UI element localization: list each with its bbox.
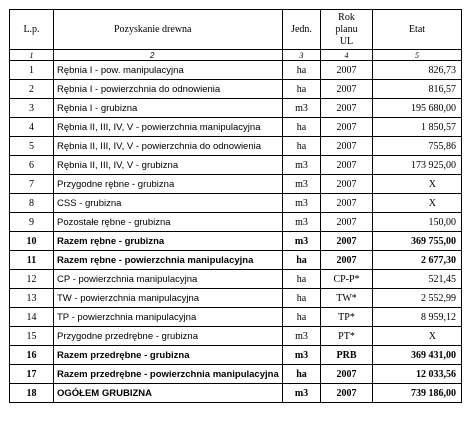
harvest-table-container (9, 9, 462, 403)
row-name: Rębnia I - powierzchnia do odnowienia (54, 80, 283, 99)
row-etat: 816,57 (373, 80, 462, 99)
harvest-table (9, 9, 462, 403)
row-name: Razem przedrębne - grubizna (54, 346, 283, 365)
row-etat: 521,45 (373, 270, 462, 289)
table-row (10, 289, 462, 308)
header-year (321, 10, 373, 50)
header-etat: Etat (373, 10, 462, 50)
row-year: 2007 (321, 232, 373, 251)
row-name: TW - powierzchnia manipulacyjna (54, 289, 283, 308)
row-name: Rębnia I - pow. manipulacyjna (54, 61, 283, 80)
row-year: 2007 (321, 156, 373, 175)
row-unit: ha (283, 137, 321, 156)
row-year: TW* (321, 289, 373, 308)
table-row (10, 156, 462, 175)
row-etat: 2 677,30 (373, 251, 462, 270)
column-number: 1 (10, 50, 54, 61)
table-row (10, 327, 462, 346)
header-row (10, 10, 462, 50)
row-year: PT* (321, 327, 373, 346)
row-year: 2007 (321, 384, 373, 403)
row-etat: 739 186,00 (373, 384, 462, 403)
row-lp: 5 (10, 137, 54, 156)
column-number: 4 (321, 50, 373, 61)
table-body (10, 50, 462, 403)
row-unit: ha (283, 365, 321, 384)
column-number: 2 (54, 50, 283, 61)
row-year: 2007 (321, 251, 373, 270)
row-name: Rębnia I - grubizna (54, 99, 283, 118)
table-row (10, 308, 462, 327)
table-row (10, 194, 462, 213)
row-etat: 2 552,99 (373, 289, 462, 308)
row-year: 2007 (321, 365, 373, 384)
row-lp: 16 (10, 346, 54, 365)
row-year: 2007 (321, 213, 373, 232)
row-year: CP-P* (321, 270, 373, 289)
row-lp: 2 (10, 80, 54, 99)
row-lp: 12 (10, 270, 54, 289)
row-etat: 369 755,00 (373, 232, 462, 251)
row-etat: 173 925,00 (373, 156, 462, 175)
row-unit: m3 (283, 384, 321, 403)
row-name: Pozostałe rębne - grubizna (54, 213, 283, 232)
row-lp: 1 (10, 61, 54, 80)
row-year: 2007 (321, 80, 373, 99)
row-unit: m3 (283, 156, 321, 175)
row-unit: ha (283, 61, 321, 80)
row-lp: 18 (10, 384, 54, 403)
row-lp: 3 (10, 99, 54, 118)
row-year: 2007 (321, 175, 373, 194)
table-row (10, 384, 462, 403)
row-lp: 4 (10, 118, 54, 137)
table-row (10, 213, 462, 232)
row-unit: m3 (283, 327, 321, 346)
row-name: Razem rębne - powierzchnia manipulacyjna (54, 251, 283, 270)
row-etat: X (373, 194, 462, 213)
row-lp: 9 (10, 213, 54, 232)
row-year: 2007 (321, 137, 373, 156)
row-etat: 195 680,00 (373, 99, 462, 118)
row-lp: 15 (10, 327, 54, 346)
column-number: 5 (373, 50, 462, 61)
row-year: 2007 (321, 118, 373, 137)
row-lp: 10 (10, 232, 54, 251)
row-name: OGÓŁEM GRUBIZNA (54, 384, 283, 403)
row-etat: 1 850,57 (373, 118, 462, 137)
row-unit: ha (283, 270, 321, 289)
row-etat: 8 959,12 (373, 308, 462, 327)
row-name: TP - powierzchnia manipulacyjna (54, 308, 283, 327)
table-row (10, 365, 462, 384)
row-etat: 369 431,00 (373, 346, 462, 365)
row-name: Przygodne rębne - grubizna (54, 175, 283, 194)
row-name: CP - powierzchnia manipulacyjna (54, 270, 283, 289)
row-lp: 11 (10, 251, 54, 270)
table-row (10, 80, 462, 99)
table-row (10, 346, 462, 365)
header-year-label: Rok planu UL (335, 11, 358, 47)
table-header (10, 10, 462, 50)
row-lp: 8 (10, 194, 54, 213)
row-unit: ha (283, 251, 321, 270)
row-name: Rębnia II, III, IV, V - grubizna (54, 156, 283, 175)
row-etat: 826,73 (373, 61, 462, 80)
table-row (10, 175, 462, 194)
row-year: TP* (321, 308, 373, 327)
row-name: Rębnia II, III, IV, V - powierzchnia do odnowienia (54, 137, 283, 156)
row-lp: 14 (10, 308, 54, 327)
row-unit: m3 (283, 194, 321, 213)
row-etat: X (373, 175, 462, 194)
table-row (10, 232, 462, 251)
row-unit: m3 (283, 99, 321, 118)
row-name: CSS - grubizna (54, 194, 283, 213)
row-unit: m3 (283, 213, 321, 232)
row-unit: m3 (283, 232, 321, 251)
row-etat: X (373, 327, 462, 346)
row-year: PRB (321, 346, 373, 365)
table-row (10, 251, 462, 270)
row-unit: m3 (283, 346, 321, 365)
row-etat: 150,00 (373, 213, 462, 232)
column-number: 3 (283, 50, 321, 61)
row-etat: 755,86 (373, 137, 462, 156)
header-name: Pozyskanie drewna (54, 10, 283, 50)
row-name: Razem rębne - grubizna (54, 232, 283, 251)
header-unit: Jedn. (283, 10, 321, 50)
row-unit: m3 (283, 175, 321, 194)
row-year: 2007 (321, 61, 373, 80)
table-row (10, 137, 462, 156)
row-lp: 7 (10, 175, 54, 194)
table-row (10, 270, 462, 289)
row-etat: 12 033,56 (373, 365, 462, 384)
row-lp: 13 (10, 289, 54, 308)
row-unit: ha (283, 118, 321, 137)
table-row (10, 118, 462, 137)
row-name: Przygodne przedrębne - grubizna (54, 327, 283, 346)
row-lp: 17 (10, 365, 54, 384)
column-numbering-row (10, 50, 462, 61)
table-row (10, 99, 462, 118)
row-year: 2007 (321, 99, 373, 118)
row-lp: 6 (10, 156, 54, 175)
table-row (10, 61, 462, 80)
row-unit: ha (283, 289, 321, 308)
row-unit: ha (283, 308, 321, 327)
row-name: Razem przedrębne - powierzchnia manipulacyjna (54, 365, 283, 384)
row-year: 2007 (321, 194, 373, 213)
header-lp: L.p. (10, 10, 54, 50)
row-unit: ha (283, 80, 321, 99)
row-name: Rębnia II, III, IV, V - powierzchnia manipulacyjna (54, 118, 283, 137)
